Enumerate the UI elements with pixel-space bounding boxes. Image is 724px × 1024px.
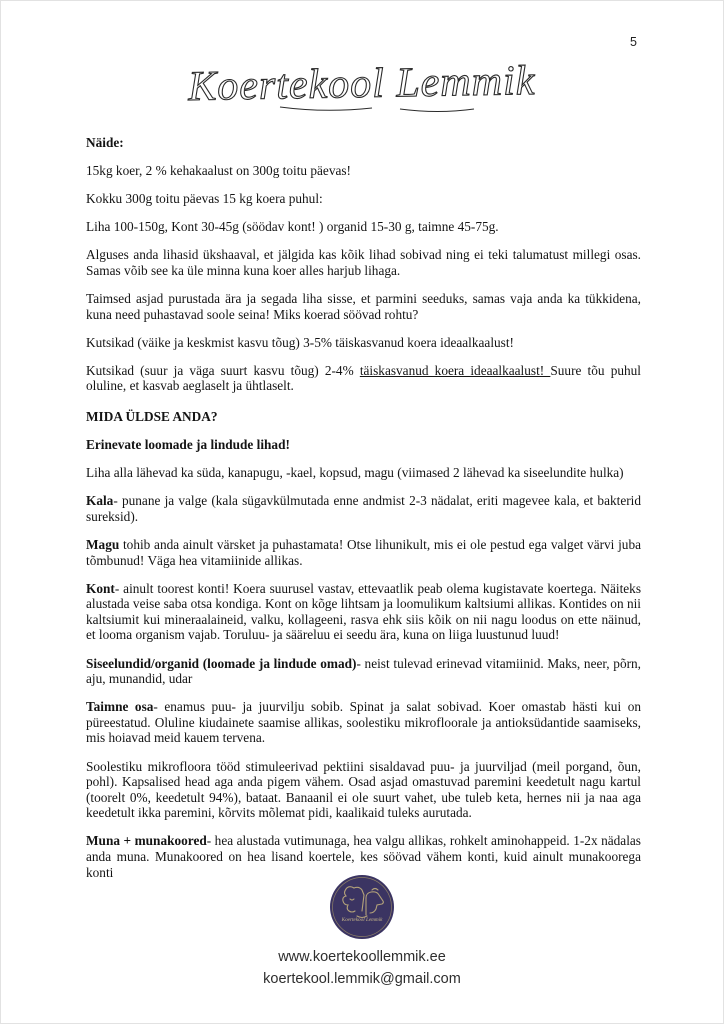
koertekool-lemmik-logo [330, 875, 394, 939]
paragraph [86, 493, 641, 524]
section-heading [86, 135, 641, 151]
paragraph [86, 699, 641, 746]
logo-brand-text: Koertekool Lemmik [341, 917, 383, 923]
footer-website: www.koertekoollemmik.ee [278, 949, 446, 965]
text-segment: Liha alla lähevad ka süda, kanapugu, -kael, kopsud, magu (viimased 2 lähevad ka siseelundite hulka) [86, 465, 624, 481]
text-segment: 15kg koer, 2 % kehakaalust on 300g toitu päevas! [86, 163, 351, 179]
text-segment: Kont [86, 580, 115, 596]
page-number: 5 [630, 35, 637, 49]
text-segment: Taimne osa [86, 699, 154, 715]
text-segment: Alguses anda lihasid ükshaaval, et jälgida kas kõik lihad sobivad ning ei teki talumatust millegi osas. Samas võib see ka üle minna kuna koer alles harjub lihaga. [86, 247, 641, 278]
footer-email: koertekool.lemmik@gmail.com [263, 971, 461, 987]
brand-text: Koertekool Lemmik [187, 57, 536, 111]
paragraph [86, 247, 641, 278]
brand-handwriting-logo [162, 45, 562, 125]
document-body [86, 135, 641, 893]
text-segment: Taimsed asjad purustada ära ja segada liha sisse, et parmini seeduks, samas vaja anda ka tükkidena, kuna need puhastavad soole seina! Miks koerad söövad rohtu? [86, 291, 641, 322]
text-segment: MIDA ÜLDSE ANDA? [86, 409, 218, 425]
text-segment: - neist tulevad erinevad vitamiinid. Maks, neer, põrn, aju, munandid, udar [86, 655, 641, 687]
text-segment: täiskasvanud koera ideaalkaalust! [359, 362, 551, 378]
text-segment: - punane ja valge (kala sügavkülmutada enne andmist 2-3 nädalat, eriti magevee kala, et bakterid sureksid). [86, 493, 641, 524]
text-segment: Magu [86, 537, 120, 552]
text-segment: tohib anda ainult värsket ja puhastamata! Otse lihunikult, mis ei ole pestud ega valget värvi juba tõmbunud! Väga hea vitamiinide allikas. [86, 537, 641, 568]
page-footer [1, 875, 723, 990]
text-segment: Kala [86, 493, 114, 509]
paragraph [86, 363, 641, 394]
text-segment: Kutsikad (väike ja keskmist kasvu tõug) 3-5% täiskasvanud koera ideaalkaalust! [86, 334, 514, 350]
paragraph [86, 656, 641, 687]
section-heading [86, 409, 641, 425]
text-segment: Siseelundid/organid (loomade ja lindude omad) [86, 655, 357, 671]
text-segment: Suure tõu puhul oluline, et kasvab aeglaselt ja ühtlaselt. [86, 362, 641, 394]
text-segment: Liha 100-150g, Kont 30-45g (söödav kont! ) organid 15-30 g, taimne 45-75g. [86, 219, 499, 235]
paragraph [86, 163, 641, 179]
text-segment: Kutsikad (suur ja väga suurt kasvu tõug) 2-4% [86, 362, 360, 378]
paragraph [86, 465, 641, 481]
text-segment: Näide: [86, 135, 124, 150]
paragraph [86, 581, 641, 643]
text-segment: - hea alustada vutimunaga, hea valgu allikas, rohkelt aminohappeid. 1-2x nädalas anda muna. Munakoored on hea lisand koertele, kes söövad vähem konti, kuid ainult munakoorega konti [86, 833, 641, 880]
text-segment: - ainult toorest konti! Koera suurusel vastav, ettevaatlik peab olema kugistavate koertega. Näiteks alustada veise saba otsa kondiga. Kont on kõge lihtsam ja loomulikum kaltsiumi allikas. Kontides on nii kaltsiumit kui mineraalaineid, valku, kollageeni, rasva ehk siis kõik on nii nagu loodus on ette näinud, et looma organism vajab. Toruluu- ja sääreluu ei seedu ära, kuna on liiga luustunud luud! [86, 580, 641, 643]
text-segment: - enamus puu- ja juurvilju sobib. Spinat ja salat sobivad. Koer omastab hästi kui on püreestatud. Oluline kiudainete saamise allikas, soolestiku mikrofloorale ja antioksüdantide saamiseks, mis hoiavad meid kauem tervena. [86, 699, 641, 746]
paragraph [86, 219, 641, 235]
paragraph [86, 833, 641, 880]
paragraph [86, 537, 641, 568]
paragraph [86, 759, 641, 821]
text-segment: Muna + munakoored [86, 833, 207, 849]
section-heading [86, 437, 641, 453]
paragraph [86, 335, 641, 351]
text-segment: Kokku 300g toitu päevas 15 kg koera puhul: [86, 191, 323, 207]
brand-underline-flourish [400, 109, 474, 112]
brand-header [1, 45, 723, 130]
text-segment: Soolestiku mikrofloora tööd stimuleerivad pektiini sisaldavad puu- ja juurviljad (meil porgand, õun, pohl). Kapsalised head aga anda pigem vähem. Osad asjad omastuvad paremini keedetult nagu kartul (toorelt 0%, keedetult 94%), bataat. Banaanil ei ole suurt vahet, ube tuleb keta, hernes nii ja naa aga keedetult ikka paremini, kõrvits mõlemat pidi, kaalikaid tuleks aurutada. [86, 758, 641, 821]
paragraph [86, 191, 641, 207]
paragraph [86, 291, 641, 322]
text-segment: Erinevate loomade ja lindude lihad! [86, 437, 290, 453]
